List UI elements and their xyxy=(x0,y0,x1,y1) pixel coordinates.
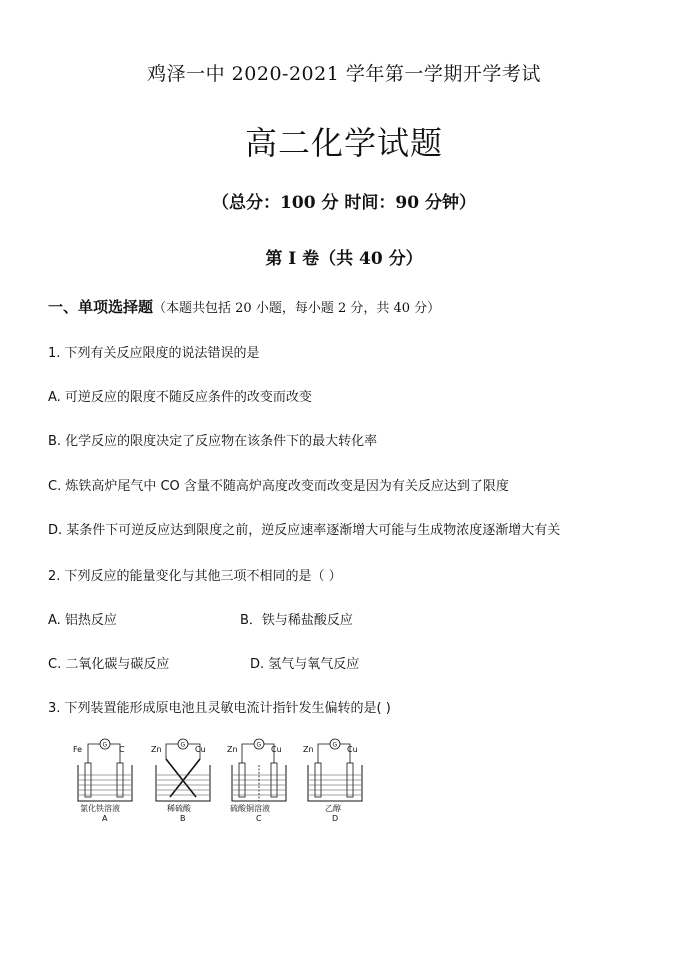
apparatus-c-letter: C xyxy=(256,814,262,823)
apparatus-d-right-electrode: Cu xyxy=(347,745,358,754)
question-2-option-b: B．铁与稀盐酸反应 xyxy=(240,613,353,628)
question-2-option-c: C. 二氧化碳与碳反应 xyxy=(48,657,170,672)
question-2-option-a: A. 铝热反应 xyxy=(48,613,117,628)
galvanic-cell-diagrams xyxy=(70,735,370,825)
apparatus-b xyxy=(151,739,210,823)
apparatus-c xyxy=(227,739,286,823)
volume-heading: 第 I 卷（共 40 分） xyxy=(265,249,423,269)
page-title: 高二化学试题 xyxy=(244,124,443,162)
section-heading xyxy=(48,296,440,317)
score-time-line: （总分：100 分 时间：90 分钟） xyxy=(212,193,476,213)
question-1-option-a: A. 可逆反应的限度不随反应条件的改变而改变 xyxy=(48,390,312,405)
school-exam-line: 鸡泽一中 2020-2021 学年第一学期开学考试 xyxy=(147,63,541,85)
galvanometer-symbol: G xyxy=(256,741,262,749)
apparatus-a-letter: A xyxy=(102,814,108,823)
apparatus-d xyxy=(303,739,362,823)
galvanometer-symbol: G xyxy=(180,741,186,749)
apparatus-b-solution: 稀硫酸 xyxy=(167,804,191,813)
question-2-option-d: D. 氢气与氧气反应 xyxy=(250,657,360,672)
apparatus-c-right-electrode: Cu xyxy=(271,745,282,754)
apparatus-b-left-electrode: Zn xyxy=(151,745,162,754)
apparatus-b-letter: B xyxy=(180,814,186,823)
galvanometer-symbol: G xyxy=(102,741,108,749)
galvanometer-symbol: G xyxy=(332,741,338,749)
question-1-option-d: D. 某条件下可逆反应达到限度之前，逆反应速率逐渐增大可能与生成物浓度逐渐增大有关 xyxy=(48,523,561,538)
apparatus-c-solution: 硫酸铜溶液 xyxy=(230,804,270,813)
question-2-stem: 2. 下列反应的能量变化与其他三项不相同的是（ ） xyxy=(48,569,342,584)
question-1-option-c: C. 炼铁高炉尾气中 CO 含量不随高炉高度改变而改变是因为有关反应达到了限度 xyxy=(48,479,509,494)
section-note: （本题共包括 20 小题，每小题 2 分，共 40 分） xyxy=(153,301,441,316)
section-title: 一、单项选择题 xyxy=(48,298,154,316)
apparatus-a xyxy=(73,739,132,823)
apparatus-b-right-electrode: Cu xyxy=(195,745,206,754)
apparatus-d-solution: 乙醇 xyxy=(325,804,341,813)
apparatus-a-left-electrode: Fe xyxy=(73,745,83,754)
question-1-stem: 1. 下列有关反应限度的说法错误的是 xyxy=(48,346,260,361)
question-3-stem: 3. 下列装置能形成原电池且灵敏电流计指针发生偏转的是( ) xyxy=(48,701,391,716)
apparatus-d-left-electrode: Zn xyxy=(303,745,314,754)
apparatus-a-right-electrode: C xyxy=(119,745,125,754)
question-1-option-b: B. 化学反应的限度决定了反应物在该条件下的最大转化率 xyxy=(48,434,378,449)
apparatus-c-left-electrode: Zn xyxy=(227,745,238,754)
apparatus-a-solution: 氯化铁溶液 xyxy=(80,804,120,813)
apparatus-d-letter: D xyxy=(332,814,339,823)
